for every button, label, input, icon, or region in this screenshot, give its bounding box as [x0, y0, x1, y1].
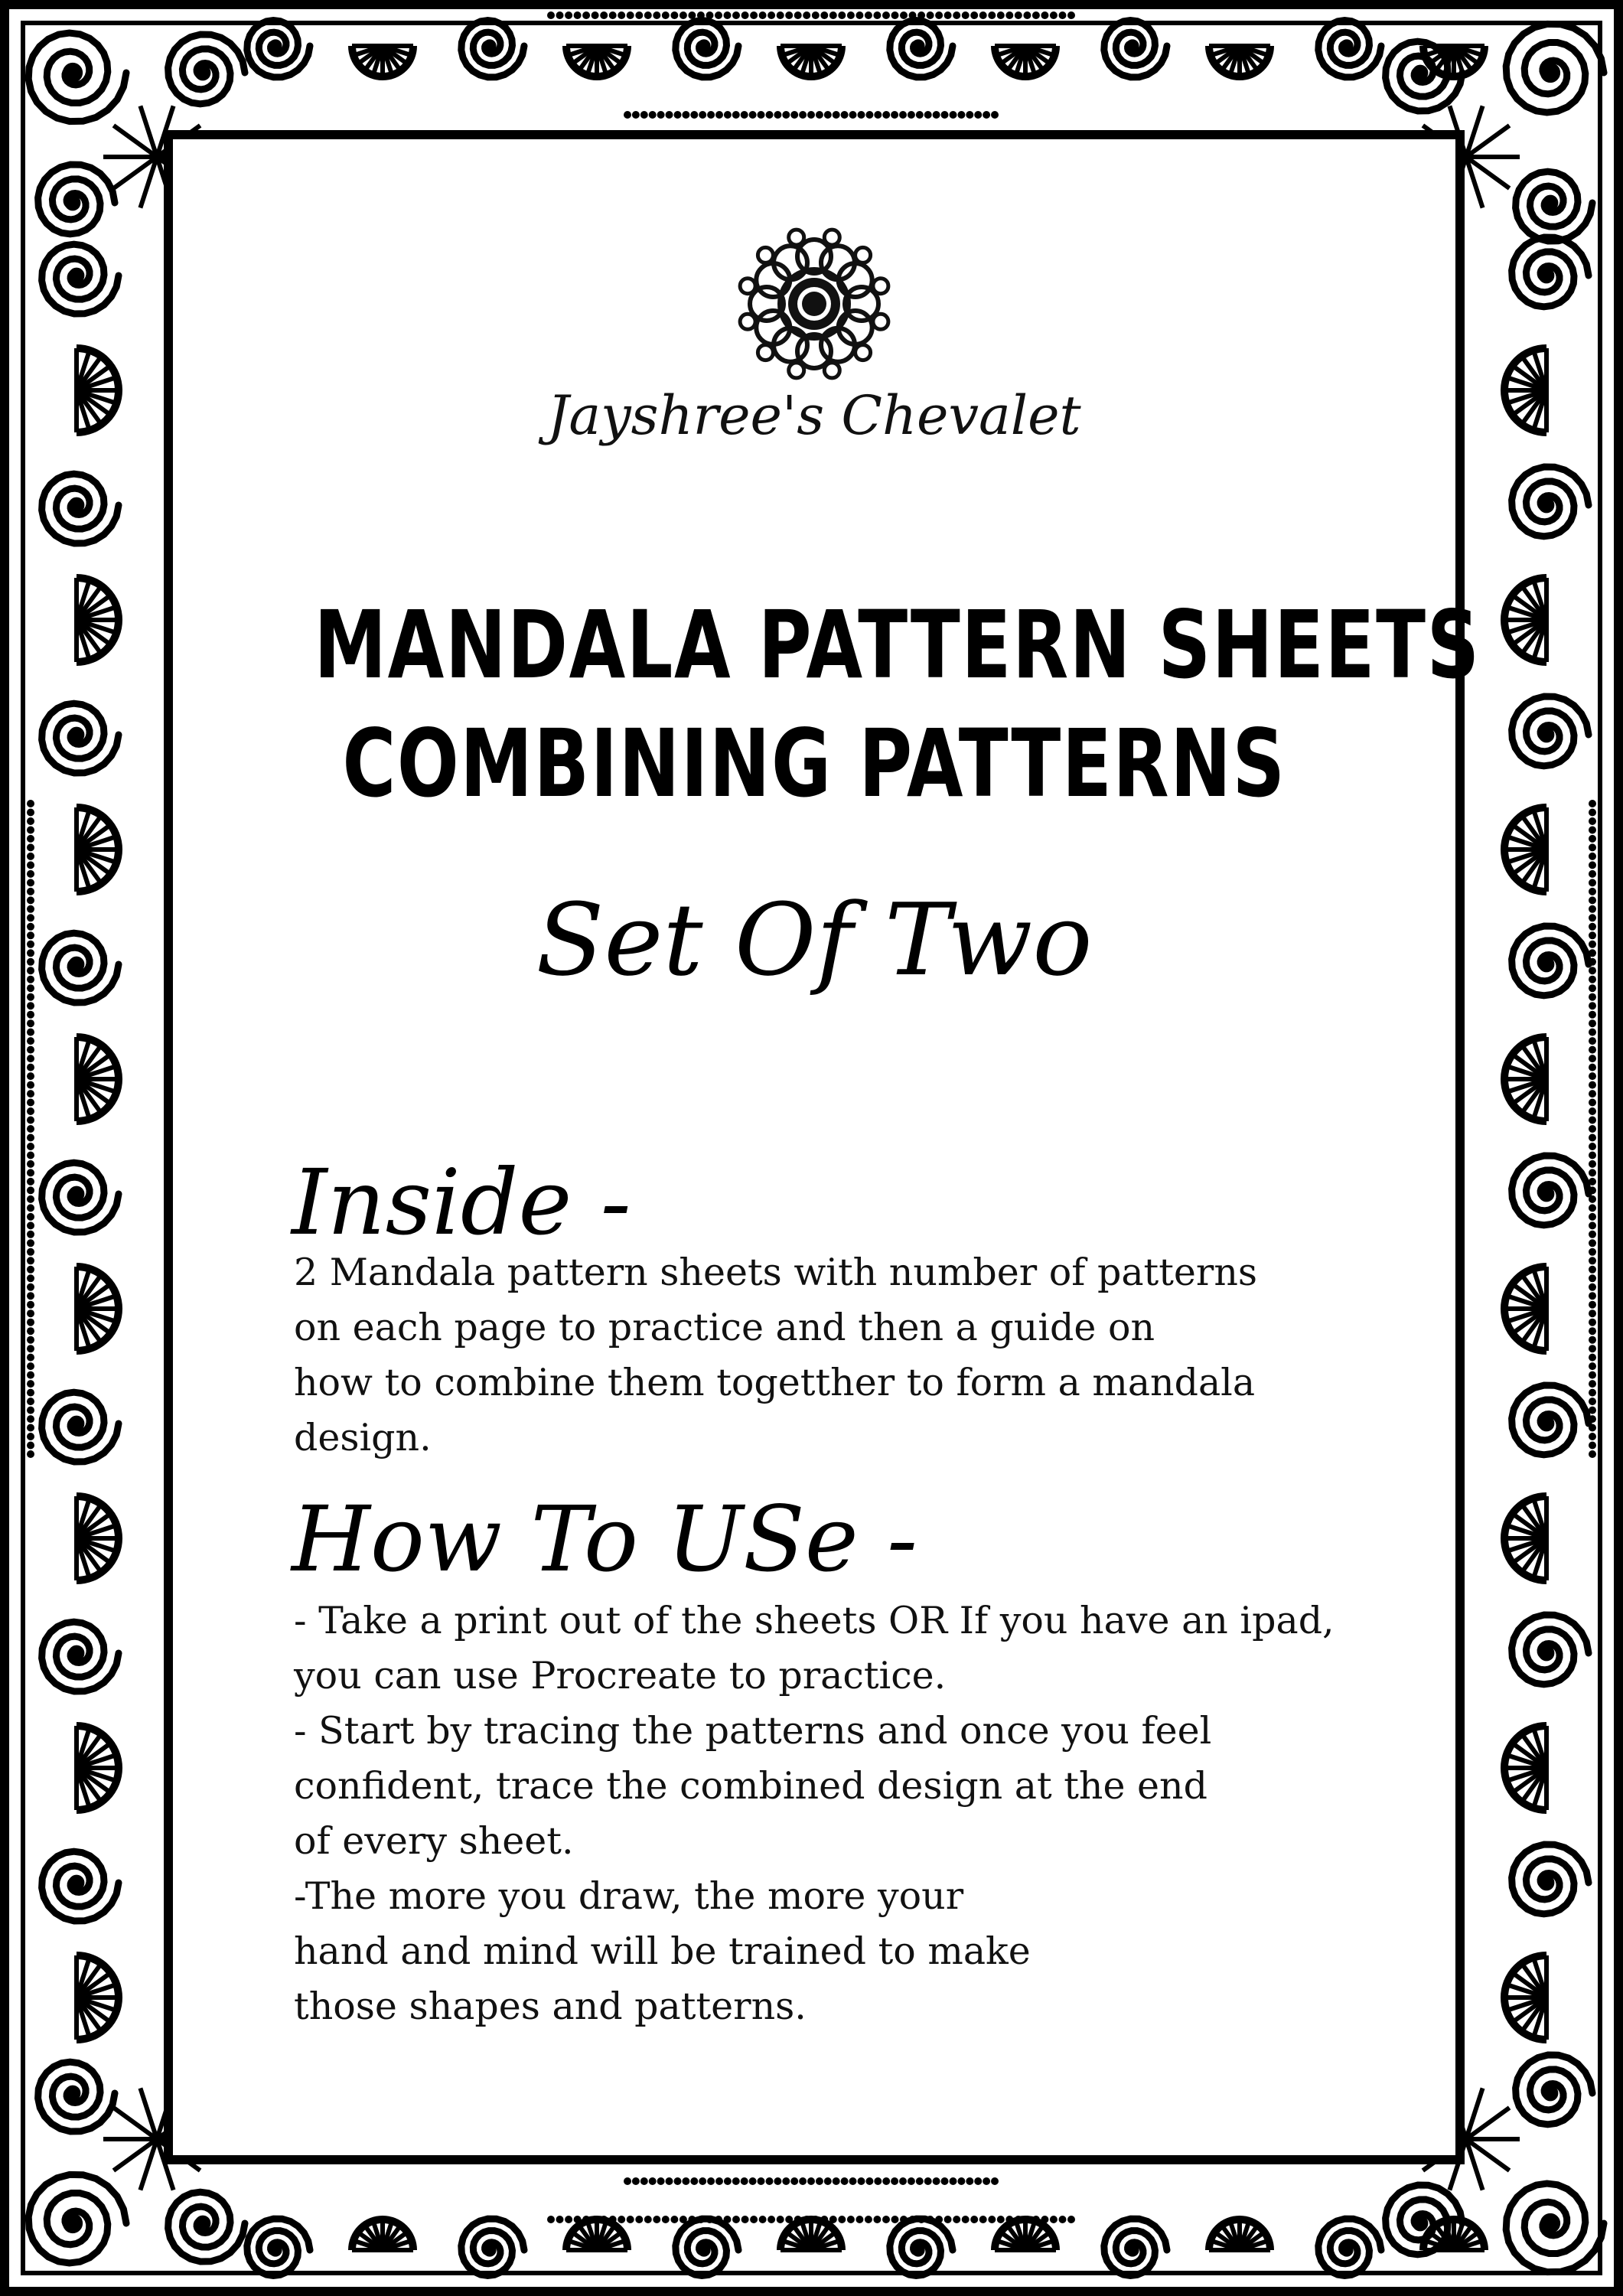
brand-name: Jayshree's Chevalet — [547, 384, 1081, 447]
logo — [173, 223, 1455, 388]
title-line-1: MANDALA PATTERN SHEETS — [314, 591, 1481, 700]
inside-line: design. — [294, 1416, 432, 1459]
how-to-use-text — [294, 1593, 1365, 2034]
subtitle: Set Of Two — [536, 882, 1093, 998]
mandala-icon — [734, 223, 895, 384]
how-to-use-heading: How To USe - — [292, 1486, 918, 1592]
how-to-use-line: - Start by tracing the patterns and once you feel — [294, 1709, 1212, 1753]
inside-line: how to combine them togetther to form a mandala — [294, 1361, 1256, 1404]
how-to-use-line: hand and mind will be trained to make — [294, 1929, 1031, 1973]
title-line-2: COMBINING PATTERNS — [342, 709, 1286, 818]
inside-text — [294, 1245, 1365, 1466]
how-to-use-line: confident, trace the combined design at the end — [294, 1764, 1207, 1808]
inside-heading: Inside - — [292, 1150, 631, 1255]
how-to-use-line: - Take a print out of the sheets OR If you have an ipad, — [294, 1599, 1335, 1642]
inside-line: 2 Mandala pattern sheets with number of patterns — [294, 1251, 1258, 1294]
inside-line: on each page to practice and then a guide on — [294, 1306, 1155, 1349]
how-to-use-line: those shapes and patterns. — [294, 1985, 807, 2028]
how-to-use-line: you can use Procreate to practice. — [294, 1654, 947, 1698]
how-to-use-line: of every sheet. — [294, 1819, 574, 1863]
content-panel — [164, 130, 1481, 2164]
how-to-use-line: -The more you draw, the more your — [294, 1874, 964, 1918]
